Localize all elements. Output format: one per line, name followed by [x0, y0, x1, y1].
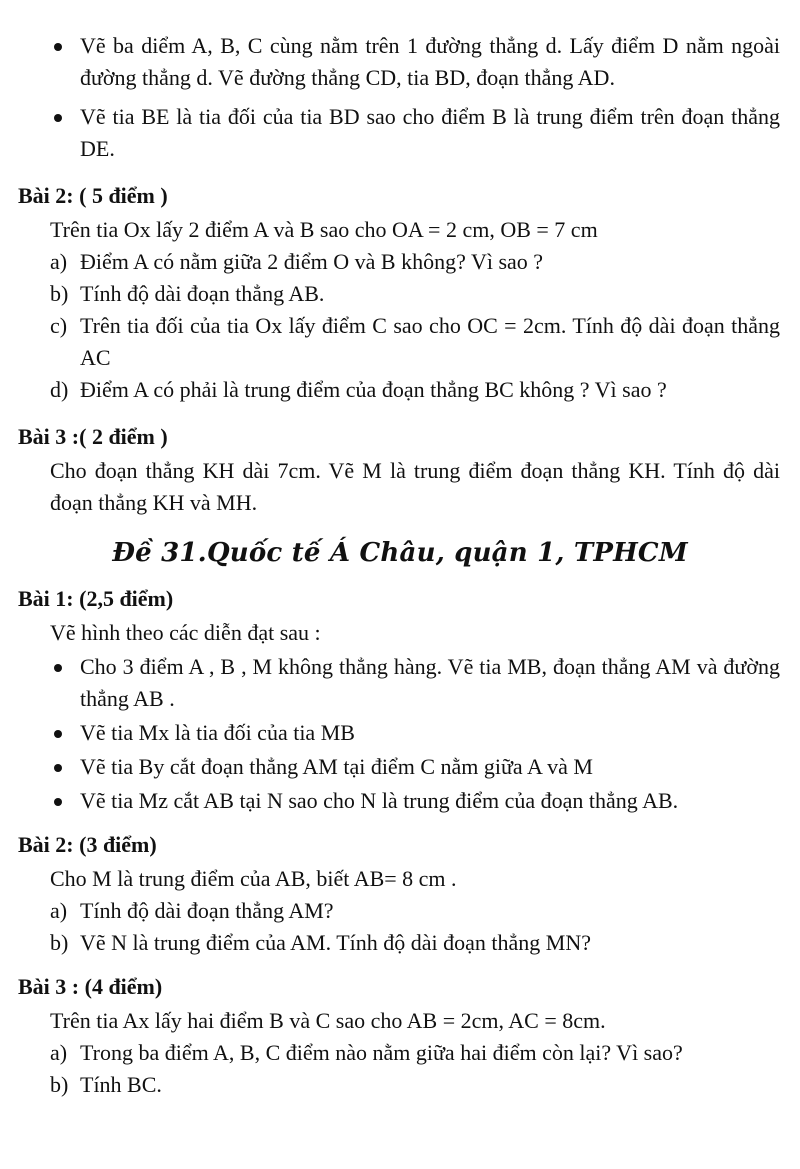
bai3-prev-heading: Bài 3 :( 2 điểm ): [18, 424, 168, 449]
item-text: Tính độ dài đoạn thẳng AB.: [80, 281, 325, 306]
item-text: Tính độ dài đoạn thẳng AM?: [80, 898, 334, 923]
item-label: b): [50, 1072, 69, 1097]
top-bullet-list: [0, 30, 800, 165]
bai2-prev-intro: Trên tia Ox lấy 2 điểm A và B sao cho OA = 2 cm, OB = 7 cm: [50, 217, 598, 242]
item-text: Điểm A có nằm giữa 2 điểm O và B không? Vì sao ?: [80, 249, 544, 274]
item-text: Vẽ N là trung điểm của AM. Tính độ dài đoạn thẳng MN?: [80, 930, 591, 955]
list-item: Vẽ tia BE là tia đối của tia BD sao cho điểm B là trung điểm trên đoạn thẳng DE.: [0, 101, 800, 165]
de31-bai2-intro: Cho M là trung điểm của AB, biết AB= 8 cm .: [50, 866, 457, 891]
item-text: Tính BC.: [80, 1072, 162, 1097]
bai2-prev-item-a: [0, 246, 800, 278]
item-label: d): [50, 377, 69, 402]
list-item: Vẽ tia Mz cắt AB tại N sao cho N là trung điểm của đoạn thẳng AB.: [0, 785, 800, 817]
item-label: b): [50, 930, 69, 955]
item-label: a): [50, 249, 68, 274]
item-label: a): [50, 1040, 68, 1065]
exam-title: Đề 31.Quốc tế Á Châu, quận 1, TPHCM: [112, 538, 688, 568]
de31-bai2-item-b: [0, 927, 800, 959]
bai2-prev-item-d: [0, 374, 800, 406]
item-label: b): [50, 281, 69, 306]
de31-bai3-item-a: [0, 1037, 800, 1069]
list-item: Vẽ ba diểm A, B, C cùng nằm trên 1 đường thẳng d. Lấy điểm D nằm ngoài đường thẳng d. Vẽ đường thẳng CD, tia BD, đoạn thẳng AD.: [0, 30, 800, 94]
bai3-prev-text: Cho đoạn thẳng KH dài 7cm. Vẽ M là trung điểm đoạn thẳng KH. Tính độ dài đoạn thẳng KH và MH.: [50, 458, 780, 515]
de31-bai3-heading: Bài 3 : (4 điểm): [18, 974, 163, 999]
item-text: Trong ba điểm A, B, C điểm nào nằm giữa hai điểm còn lại? Vì sao?: [80, 1040, 683, 1065]
de31-bai1-heading: Bài 1: (2,5 điểm): [18, 586, 174, 611]
de31-bai3-item-b: [0, 1069, 800, 1101]
de31-bai3-intro: Trên tia Ax lấy hai điểm B và C sao cho AB = 2cm, AC = 8cm.: [50, 1008, 606, 1033]
list-item: Cho 3 điểm A , B , M không thẳng hàng. Vẽ tia MB, đoạn thẳng AM và đường thẳng AB .: [0, 651, 800, 715]
de31-bai1-bullet-list: [0, 651, 800, 817]
de31-bai2-heading: Bài 2: (3 điểm): [18, 832, 157, 857]
bai2-prev-heading: Bài 2: ( 5 điểm ): [18, 183, 168, 208]
item-label: a): [50, 898, 68, 923]
item-label: c): [50, 313, 68, 338]
list-item: Vẽ tia By cắt đoạn thẳng AM tại điểm C nằm giữa A và M: [0, 751, 800, 783]
bai2-prev-item-b: [0, 278, 800, 310]
de31-bai1-intro: Vẽ hình theo các diễn đạt sau :: [50, 620, 321, 645]
list-item: Vẽ tia Mx là tia đối của tia MB: [0, 717, 800, 749]
item-text: Điểm A có phải là trung điểm của đoạn thẳng BC không ? Vì sao ?: [80, 377, 667, 402]
bai2-prev-item-c: [0, 310, 800, 374]
de31-bai2-item-a: [0, 895, 800, 927]
item-text: Trên tia đối của tia Ox lấy điểm C sao cho OC = 2cm. Tính độ dài đoạn thẳng AC: [80, 313, 780, 370]
